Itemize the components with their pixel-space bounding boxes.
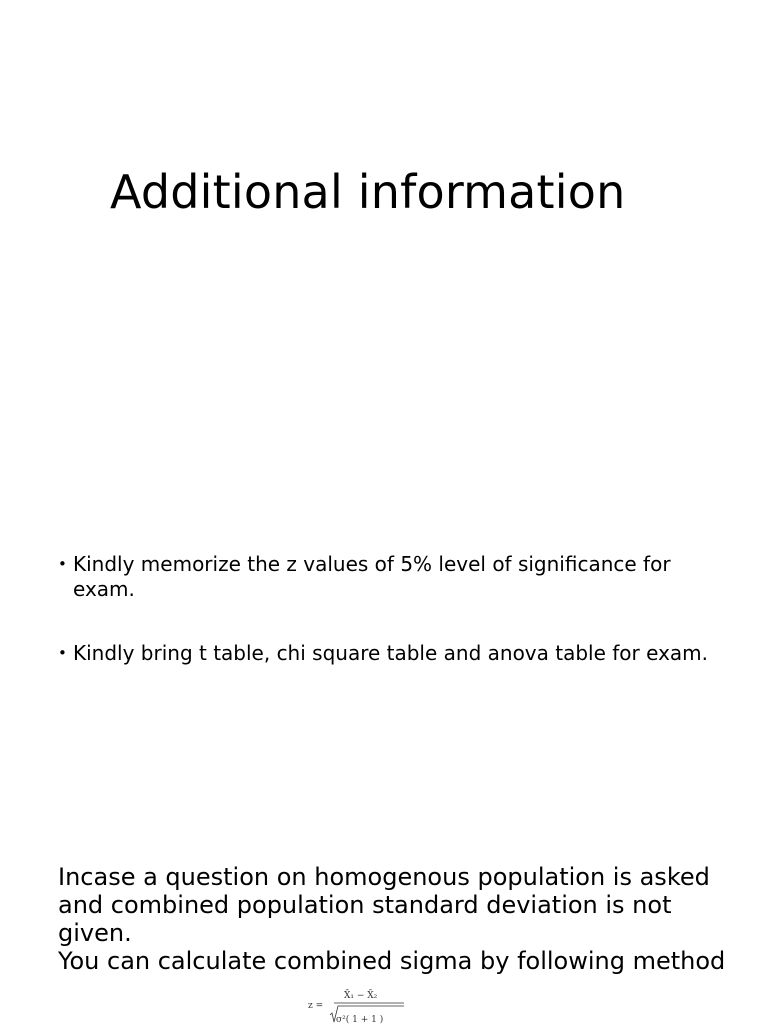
slide-title: Additional information — [110, 165, 626, 219]
note-text — [58, 863, 738, 975]
formula-lhs: z = — [308, 1001, 324, 1011]
bullet-item — [58, 552, 738, 602]
formula-numerator: X̄₁ − X̄₂ — [344, 991, 378, 1001]
formula-svg — [276, 982, 490, 1024]
bullet-text: Kindly memorize the z values of 5% level of significance for exam. — [73, 552, 671, 601]
note-line: You can calculate combined sigma by following method — [58, 947, 726, 975]
bullet-dot-icon: • — [58, 555, 67, 573]
bullet-item — [58, 641, 738, 666]
bullet-list — [58, 552, 738, 705]
bullet-dot-icon: • — [58, 644, 67, 662]
formula-image — [276, 982, 490, 1024]
note-line: Incase a question on homogenous population is asked and combined population standard deviation is not given. — [58, 863, 710, 947]
formula-denominator: σ²( 1 + 1 ) — [336, 1015, 384, 1024]
bullet-text: Kindly bring t table, chi square table and anova table for exam. — [73, 641, 709, 665]
